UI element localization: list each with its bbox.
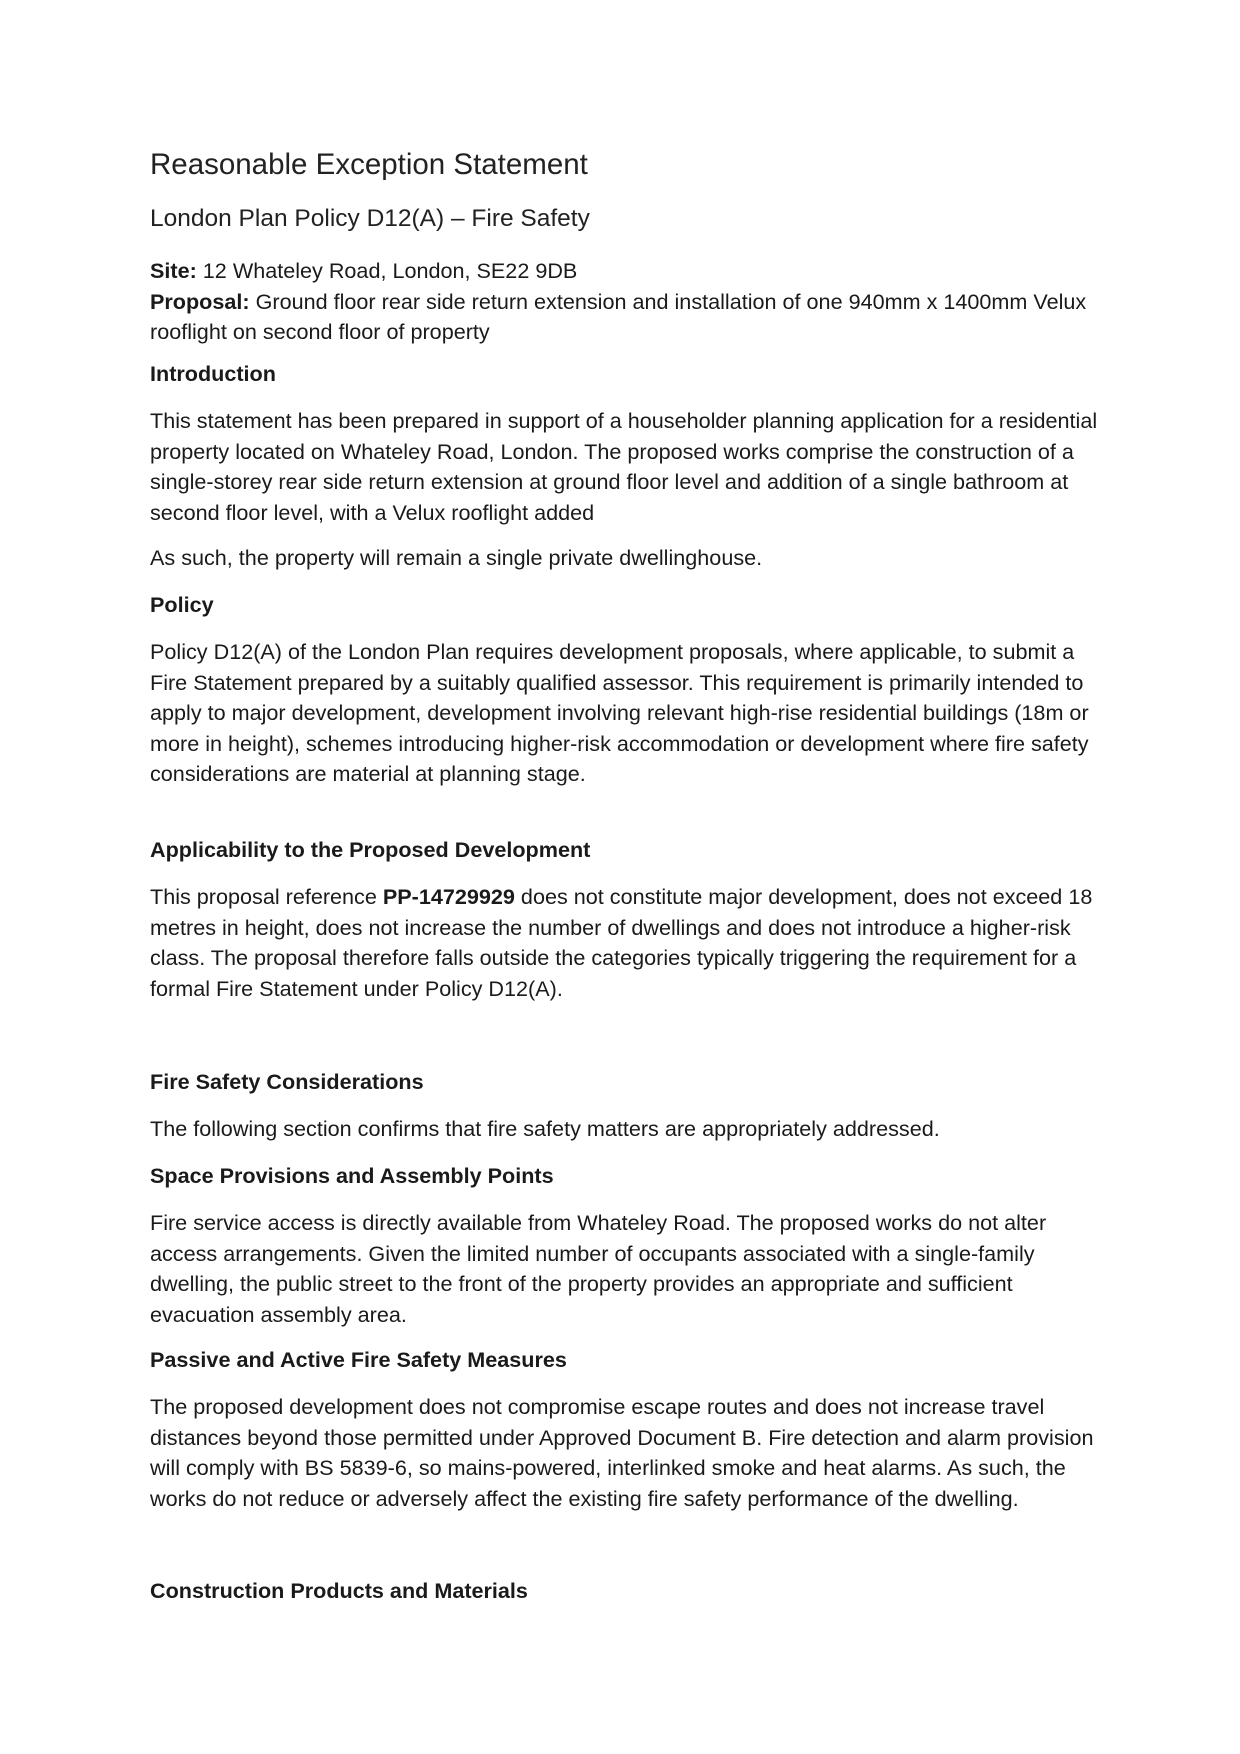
applicability-paragraph	[150, 882, 1100, 1004]
fire-safety-paragraph: The following section confirms that fire safety matters are appropriately addressed.	[150, 1116, 940, 1141]
introduction-paragraph-2: As such, the property will remain a single private dwellinghouse.	[150, 545, 763, 570]
space-provisions-paragraph: Fire service access is directly available from Whateley Road. The proposed works do not alter access arrangements. Given the limited number of occupants associated with a single-family dwelling, the public street to the front of the property provides an appropriate and sufficient evacuation assembly area.	[150, 1210, 1047, 1327]
passive-active-heading: Passive and Active Fire Safety Measures	[150, 1347, 567, 1372]
applicability-text-before: This proposal reference	[150, 884, 383, 909]
document-subtitle: London Plan Policy D12(A) – Fire Safety	[150, 205, 590, 232]
policy-paragraph: Policy D12(A) of the London Plan requires development proposals, where applicable, to submit a Fire Statement prepared by a suitably qualified assessor. This requirement is primarily intended to apply to major development, development involving relevant high-rise residential buildings (18m or more in height), schemes introducing higher-risk accommodation or development where fire safety considerations are material at planning stage.	[150, 639, 1089, 786]
introduction-heading: Introduction	[150, 361, 276, 386]
fire-safety-heading: Fire Safety Considerations	[150, 1069, 424, 1094]
site-value: 12 Whateley Road, London, SE22 9DB	[196, 258, 578, 283]
construction-heading: Construction Products and Materials	[150, 1578, 528, 1603]
applicability-text-after: does not constitute major development, does not exceed 18 metres in height, does not increase the number of dwellings and does not introduce a higher-risk class. The proposal therefore falls outside the categories typically triggering the requirement for a formal Fire Statement under Policy D12(A).	[150, 884, 1093, 1001]
document-title: Reasonable Exception Statement	[150, 148, 588, 181]
document-page	[150, 0, 1100, 1754]
space-provisions-heading: Space Provisions and Assembly Points	[150, 1163, 554, 1188]
introduction-paragraph: This statement has been prepared in support of a householder planning application for a residential property located on Whateley Road, London. The proposed works comprise the construction of a single-storey rear side return extension at ground floor level and addition of a single bathroom at second floor level, with a Velux rooflight added	[150, 408, 1098, 525]
proposal-reference: PP-14729929	[382, 884, 515, 909]
proposal-value: Ground floor rear side return extension and installation of one 940mm x 1400mm Velux rooflight on second floor of property	[150, 288, 1087, 344]
proposal-label: Proposal:	[150, 288, 250, 314]
site-proposal-block	[150, 256, 1100, 348]
passive-active-paragraph: The proposed development does not compromise escape routes and does not increase travel distances beyond those permitted under Approved Document B. Fire detection and alarm provision will comply with BS 5839-6, so mains-powered, interlinked smoke and heat alarms. As such, the works do not reduce or adversely affect the existing fire safety performance of the dwelling.	[150, 1394, 1094, 1511]
applicability-heading: Applicability to the Proposed Development	[150, 837, 591, 862]
policy-heading: Policy	[150, 592, 214, 617]
site-label: Site:	[150, 258, 197, 283]
